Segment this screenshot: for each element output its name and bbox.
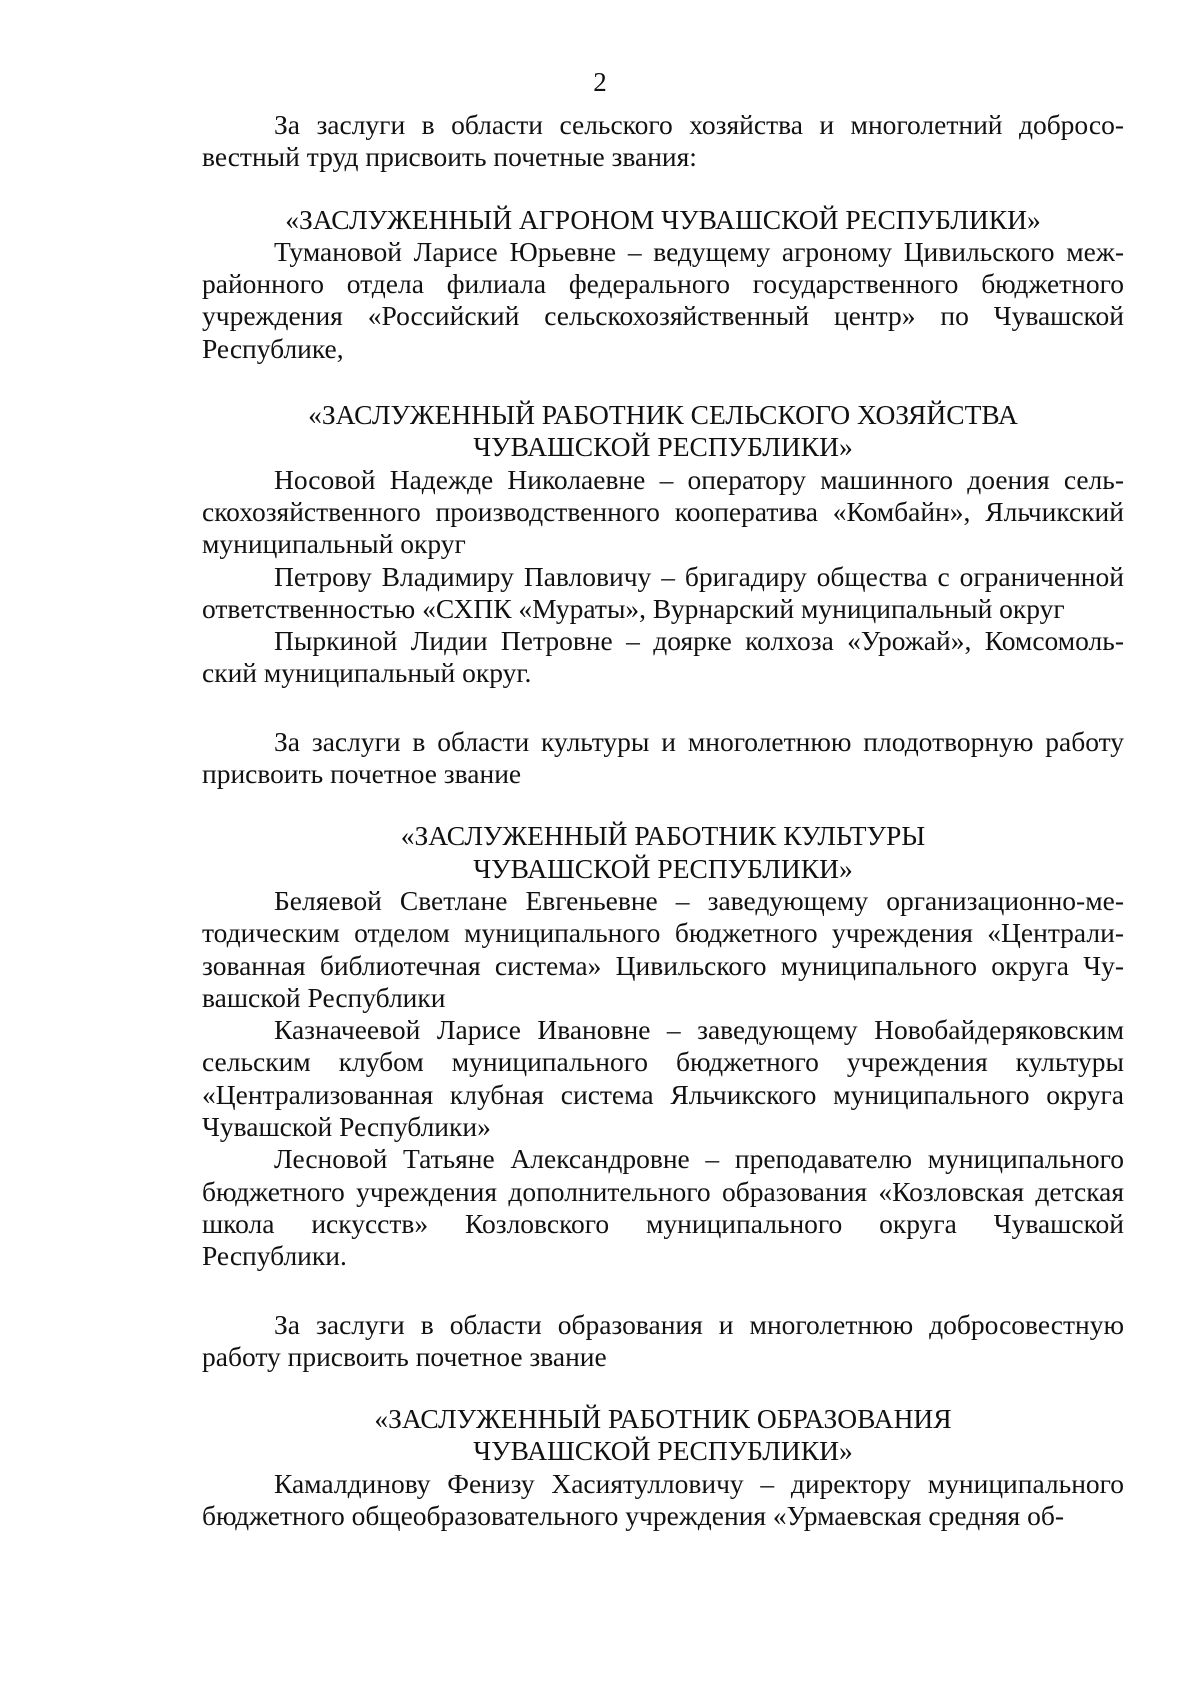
recipient-entry: Петрову Владимиру Павловичу – бригадиру общества с ограниченной ответственностью «СХПК «Мураты», Вурнарский муниципальный округ bbox=[202, 560, 1124, 624]
recipient-entry: Беляевой Светлане Евгеньевне – заведующему организационно-методическим отделом муниципального бюджетного учреждения «Централизованная библиотечная система» Цивильского муниципального округа Чувашской Республики bbox=[202, 884, 1124, 1013]
award-title-line: «ЗАСЛУЖЕННЫЙ РАБОТНИК КУЛЬТУРЫ bbox=[400, 820, 926, 852]
recipient-entry: Лесновой Татьяне Александровне – преподавателю муниципального бюджетного учреждения дополнительного образования «Козловская детская школа искусств» Козловского муниципального округа Чувашской Республики. bbox=[202, 1143, 1124, 1272]
award-title-line: «ЗАСЛУЖЕННЫЙ РАБОТНИК СЕЛЬСКОГО ХОЗЯЙСТВА bbox=[308, 399, 1018, 431]
award-title-line: «ЗАСЛУЖЕННЫЙ АГРОНОМ ЧУВАШСКОЙ РЕСПУБЛИКИ» bbox=[285, 203, 1041, 235]
award-title-agronomist bbox=[202, 204, 1124, 236]
recipient-entry: Носовой Надежде Николаевне – оператору машинного доения сельскохозяйственного производственного кооператива «Комбайн», Яльчикский муниципальный округ bbox=[202, 463, 1124, 560]
section-intro-education: За заслуги в области образования и многолетнюю добросовестную работу присвоить почетное звание bbox=[202, 1308, 1124, 1372]
award-title-line: «ЗАСЛУЖЕННЫЙ РАБОТНИК ОБРАЗОВАНИЯ bbox=[374, 1403, 952, 1435]
section-intro-culture: За заслуги в области культуры и многолетнюю плодотворную работу присвоить почетное звание bbox=[202, 725, 1124, 790]
award-title-education-worker bbox=[202, 1403, 1124, 1468]
recipient-entry: Пыркиной Лидии Петровне – доярке колхоза «Урожай», Комсомольский муниципальный округ. bbox=[202, 625, 1124, 689]
award-title-culture-worker bbox=[202, 820, 1124, 885]
award-title-line: ЧУВАШСКОЙ РЕСПУБЛИКИ» bbox=[473, 852, 853, 884]
page-number: 2 bbox=[593, 67, 607, 97]
recipient-entry: Казначеевой Ларисе Ивановне – заведующему Новобайдеряковским сельским клубом муниципального бюджетного учреждения культуры «Централизованная клубная система Яльчикского муниципального округа Чувашской Республики» bbox=[202, 1014, 1124, 1143]
decree-body bbox=[202, 109, 1124, 1532]
award-title-agriculture-worker bbox=[202, 399, 1124, 464]
recipient-entry: Тумановой Ларисе Юрьевне – ведущему агроному Цивильского межрайонного отдела филиала федерального государственного бюджетного учреждения «Российский сельскохозяйственный центр» по Чувашской Республике, bbox=[202, 235, 1124, 364]
section-intro-agriculture: За заслуги в области сельского хозяйства и многолетний добросовестный труд присвоить почетные звания: bbox=[202, 109, 1124, 173]
recipient-entry: Камалдинову Фенизу Хасиятулловичу – директору муниципального бюджетного общеобразовательного учреждения «Урмаевская средняя об- bbox=[202, 1467, 1124, 1531]
award-title-line: ЧУВАШСКОЙ РЕСПУБЛИКИ» bbox=[473, 431, 853, 463]
award-title-line: ЧУВАШСКОЙ РЕСПУБЛИКИ» bbox=[473, 1435, 853, 1467]
